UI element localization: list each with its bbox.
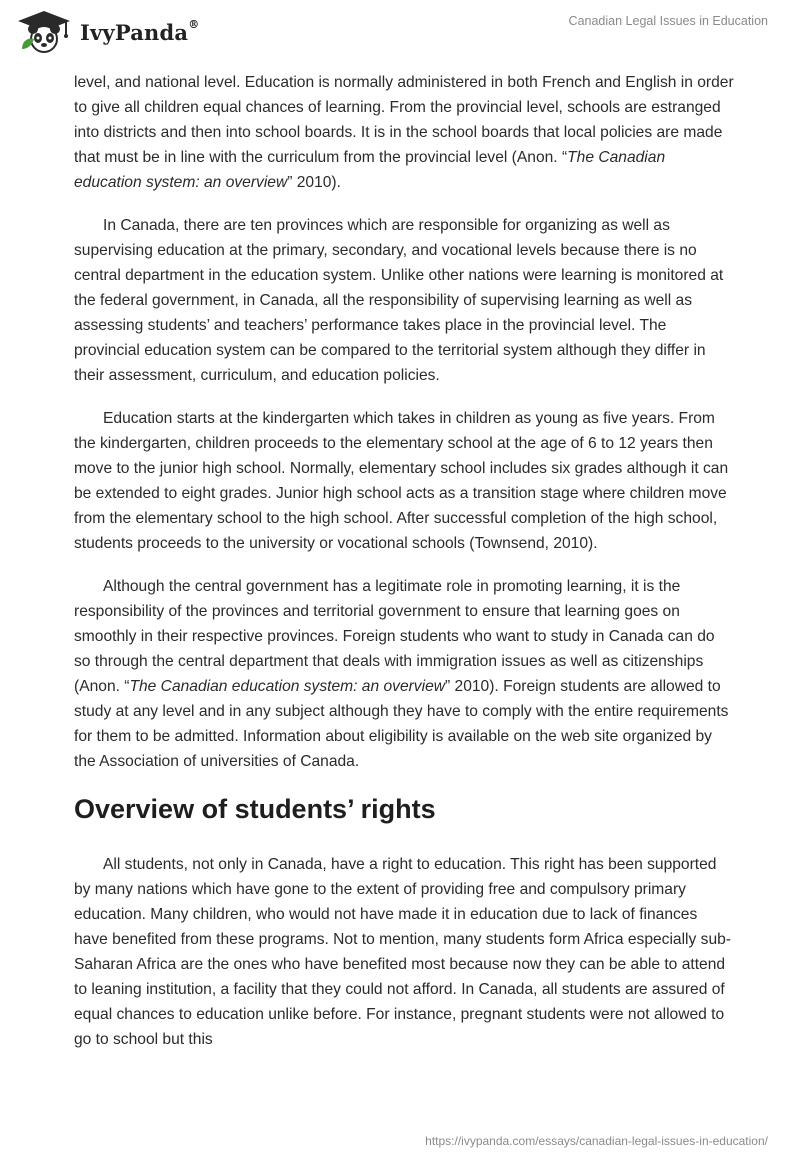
- ivypanda-logo-icon: [16, 9, 72, 55]
- brand-name: IvyPanda®: [80, 17, 200, 45]
- paragraph: level, and national level. Education is normally administered in both French and English in order to give all children equal chances of learning. From the provincial level, schools are estranged into districts and then into school boards. It is in the school boards that local policies are made that must be in line with the curriculum from the provincial level (Anon. “The Canadian education system: an overview” 2010).: [74, 74, 734, 191]
- paragraph: Education starts at the kindergarten which takes in children as young as five years. From the kindergarten, children proceeds to the elementary school at the age of 6 to 12 years then move to the junior high school. Normally, elementary school includes six grades although it can be extended to eight grades. Junior high school acts as a transition stage where children move from the elementary school to the high school. After successful completion of the high school, students proceeds to the university or vocational schools (Townsend, 2010).: [74, 410, 729, 552]
- section-heading: Overview of students’ rights: [74, 794, 436, 824]
- paragraph: In Canada, there are ten provinces which are responsible for organizing as well as supervising education at the primary, secondary, and vocational levels because there is no central department in the education system. Unlike other nations were learning is monitored at the federal government, in Canada, all the responsibility of supervising learning as well as assessing students’ and teachers’ performance takes place in the provincial level. The provincial education system can be compared to the territorial system although they differ in their assessment, curriculum, and education policies.: [74, 217, 724, 384]
- paragraph: All students, not only in Canada, have a right to education. This right has been supported by many nations which have gone to the extent of providing free and compulsory primary education. Many children, who would not have made it in education due to lack of finances have benefited from these programs. Not to mention, many students form Africa especially sub-Saharan Africa are the ones who have benefited most because now they can be able to attend to leaning institution, a facility that they could not afford. In Canada, all students are assured of equal chances to education unlike before. For instance, pregnant students were not allowed to go to school but this: [74, 856, 731, 1048]
- article-body: [74, 70, 734, 1070]
- brand-logo[interactable]: [16, 8, 199, 56]
- source-url-link[interactable]: https://ivypanda.com/essays/canadian-legal-issues-in-education/: [425, 1134, 768, 1148]
- paragraph: Although the central government has a legitimate role in promoting learning, it is the responsibility of the provinces and territorial government to ensure that learning goes on smoothly in their respective provinces. Foreign students who want to study in Canada can do so through the central department that deals with immigration issues as well as citizenships (Anon. “The Canadian education system: an overview” 2010). Foreign students are allowed to study at any level and in any subject although they have to comply with the entire requirements for them to be admitted. Information about eligibility is available on the web site organized by the Association of universities of Canada.: [74, 578, 729, 770]
- citation-title: The Canadian education system: an overview: [74, 149, 666, 191]
- page-header: [0, 0, 800, 66]
- citation-title: The Canadian education system: an overview: [129, 678, 445, 695]
- document-title: Canadian Legal Issues in Education: [568, 14, 768, 28]
